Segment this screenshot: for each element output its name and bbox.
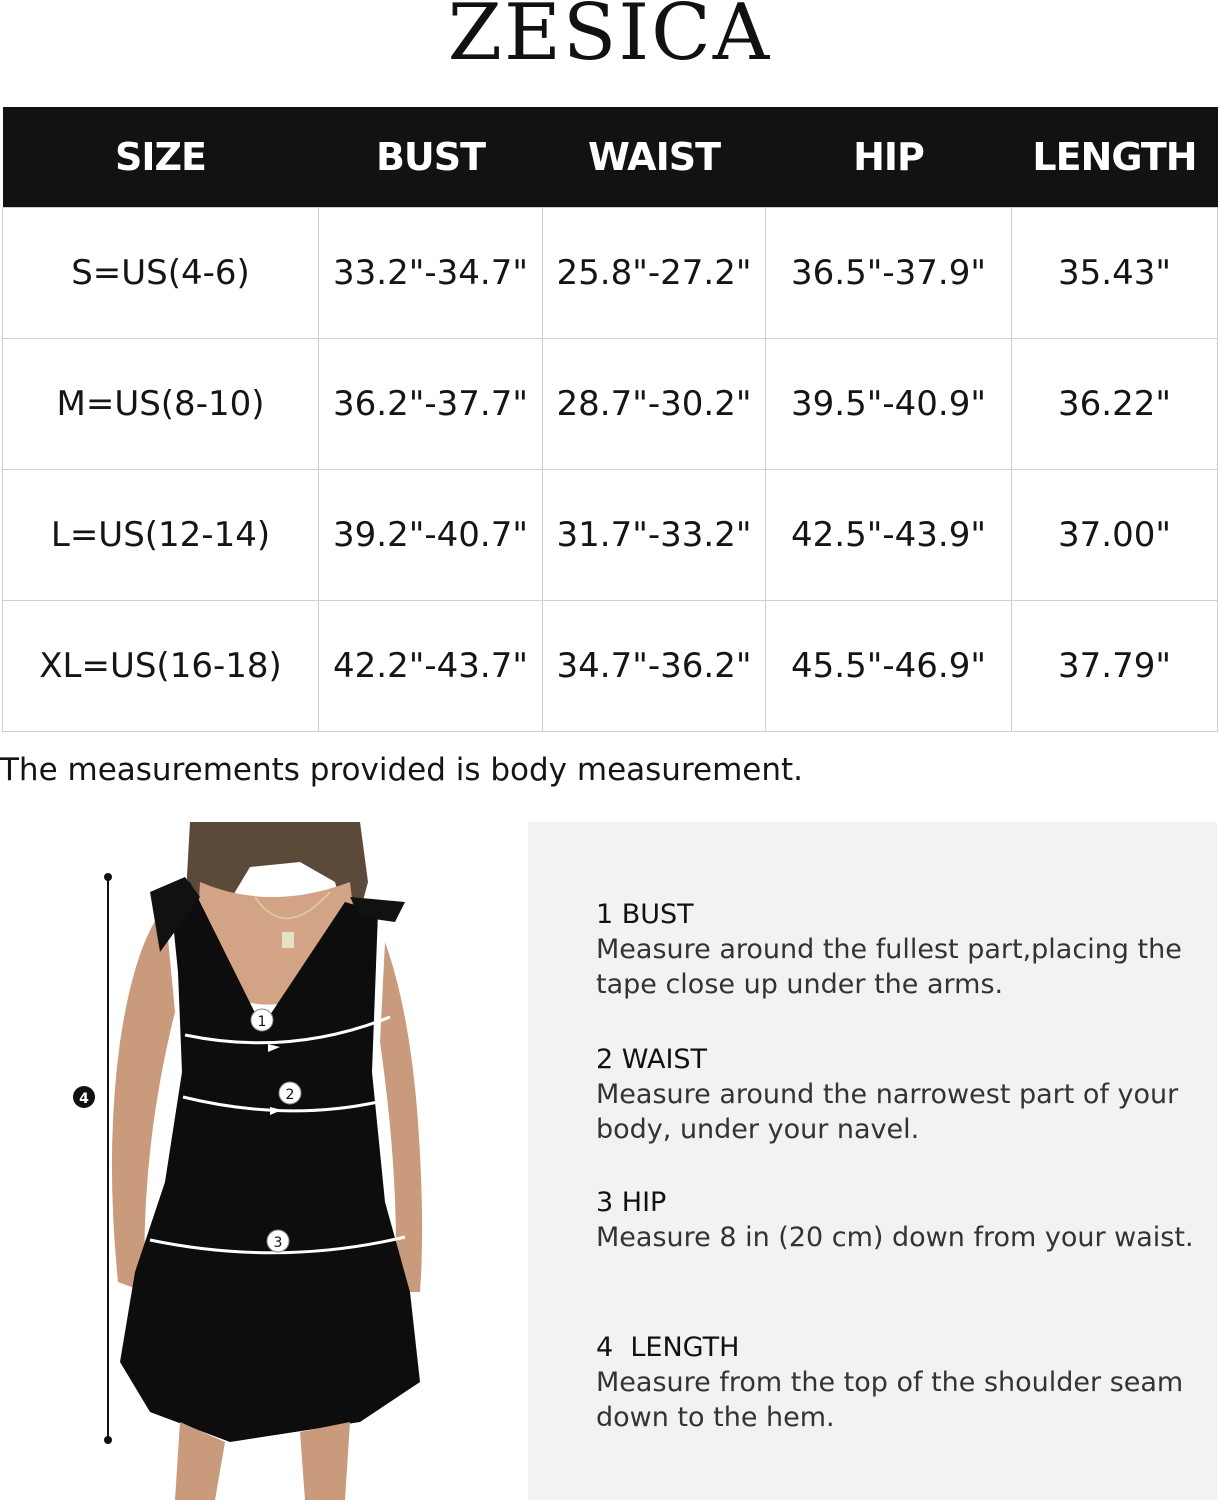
guide-hip-title: 3 HIP <box>596 1187 667 1218</box>
marker-3-label: 3 <box>273 1235 283 1251</box>
guide-bust <box>596 898 1196 1002</box>
brand-logo: ZESICA <box>447 0 772 78</box>
guide-waist-title: 2 WAIST <box>596 1044 708 1075</box>
table-header-row <box>3 107 1218 208</box>
waist-cell: 34.7"-36.2" <box>543 601 766 732</box>
table-row <box>3 601 1218 732</box>
length-cell: 35.43" <box>1012 208 1218 339</box>
marker-4-label: 4 <box>79 1091 89 1107</box>
bust-cell: 33.2"-34.7" <box>319 208 543 339</box>
header-size: SIZE <box>3 107 319 208</box>
length-cell: 37.00" <box>1012 470 1218 601</box>
guide-hip-desc: Measure 8 in (20 cm) down from your waist. <box>596 1222 1194 1253</box>
marker-2-label: 2 <box>285 1087 295 1103</box>
header-waist: WAIST <box>543 107 766 208</box>
hip-cell: 45.5"-46.9" <box>766 601 1012 732</box>
guide-waist <box>596 1043 1196 1147</box>
dress-measurement-figure <box>0 822 520 1500</box>
table-row <box>3 470 1218 601</box>
waist-cell: 25.8"-27.2" <box>543 208 766 339</box>
size-cell: L=US(12-14) <box>3 470 319 601</box>
bust-cell: 39.2"-40.7" <box>319 470 543 601</box>
waist-cell: 31.7"-33.2" <box>543 470 766 601</box>
guide-length <box>596 1331 1196 1435</box>
guide-bust-desc: Measure around the fullest part,placing the tape close up under the arms. <box>596 934 1182 1000</box>
measuring-guide-panel <box>528 822 1217 1500</box>
hip-cell: 42.5"-43.9" <box>766 470 1012 601</box>
necklace-pendant <box>282 932 294 948</box>
table-row <box>3 339 1218 470</box>
length-line-bottom-dot <box>104 1436 112 1444</box>
guide-length-desc: Measure from the top of the shoulder seam down to the hem. <box>596 1367 1184 1433</box>
length-cell: 36.22" <box>1012 339 1218 470</box>
dress-illustration <box>0 822 520 1500</box>
guide-hip <box>596 1186 1196 1255</box>
right-leg <box>300 1422 350 1500</box>
length-line-top-dot <box>104 873 112 881</box>
size-cell: M=US(8-10) <box>3 339 319 470</box>
header-length: LENGTH <box>1012 107 1218 208</box>
marker-1-label: 1 <box>257 1014 267 1030</box>
hip-cell: 39.5"-40.9" <box>766 339 1012 470</box>
bust-cell: 42.2"-43.7" <box>319 601 543 732</box>
header-hip: HIP <box>766 107 1012 208</box>
length-cell: 37.79" <box>1012 601 1218 732</box>
size-chart-table <box>2 107 1218 732</box>
size-cell: XL=US(16-18) <box>3 601 319 732</box>
guide-waist-desc: Measure around the narrowest part of your body, under your navel. <box>596 1079 1179 1145</box>
waist-cell: 28.7"-30.2" <box>543 339 766 470</box>
measurement-note: The measurements provided is body measurement. <box>0 752 804 788</box>
guide-length-title: 4 LENGTH <box>596 1332 740 1363</box>
header-bust: BUST <box>319 107 543 208</box>
guide-bust-title: 1 BUST <box>596 899 694 930</box>
hip-cell: 36.5"-37.9" <box>766 208 1012 339</box>
table-row <box>3 208 1218 339</box>
bust-cell: 36.2"-37.7" <box>319 339 543 470</box>
size-cell: S=US(4-6) <box>3 208 319 339</box>
